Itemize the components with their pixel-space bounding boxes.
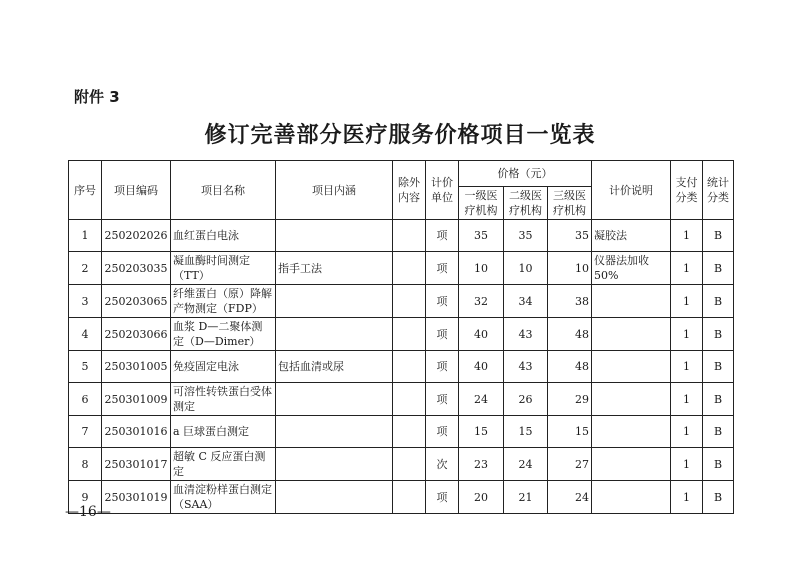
cell-stat: B <box>703 383 734 416</box>
cell-note: 仪器法加收50% <box>592 252 671 285</box>
cell-excluded <box>393 416 426 448</box>
cell-price-level1: 40 <box>459 318 504 351</box>
cell-excluded <box>393 351 426 383</box>
header-seq: 序号 <box>69 161 102 220</box>
cell-price-level3: 10 <box>548 252 592 285</box>
price-table <box>68 160 734 514</box>
cell-note <box>592 383 671 416</box>
header-code: 项目编码 <box>102 161 171 220</box>
header-level2: 二级医疗机构 <box>504 187 548 220</box>
cell-note: 凝胶法 <box>592 220 671 252</box>
cell-price-level1: 40 <box>459 351 504 383</box>
cell-code: 250301005 <box>102 351 171 383</box>
table-row <box>69 285 734 318</box>
cell-unit: 项 <box>426 285 459 318</box>
cell-payment: 1 <box>671 416 703 448</box>
cell-price-level2: 24 <box>504 448 548 481</box>
cell-stat: B <box>703 351 734 383</box>
cell-price-level2: 43 <box>504 351 548 383</box>
cell-content <box>276 448 393 481</box>
cell-unit: 次 <box>426 448 459 481</box>
cell-seq: 9 <box>69 481 102 514</box>
cell-seq: 4 <box>69 318 102 351</box>
cell-unit: 项 <box>426 318 459 351</box>
cell-stat: B <box>703 220 734 252</box>
cell-stat: B <box>703 448 734 481</box>
cell-payment: 1 <box>671 481 703 514</box>
cell-excluded <box>393 481 426 514</box>
cell-name: 血浆 D—二聚体测定（D—Dimer） <box>171 318 276 351</box>
cell-name: 免疫固定电泳 <box>171 351 276 383</box>
table-row <box>69 383 734 416</box>
cell-price-level1: 10 <box>459 252 504 285</box>
cell-excluded <box>393 252 426 285</box>
cell-payment: 1 <box>671 318 703 351</box>
cell-name: 凝血酶时间测定（TT） <box>171 252 276 285</box>
cell-price-level1: 15 <box>459 416 504 448</box>
cell-content: 包括血清或尿 <box>276 351 393 383</box>
cell-excluded <box>393 383 426 416</box>
cell-content <box>276 318 393 351</box>
header-stat: 统计分类 <box>703 161 734 220</box>
cell-name: 血清淀粉样蛋白测定（SAA） <box>171 481 276 514</box>
cell-note <box>592 416 671 448</box>
cell-price-level1: 32 <box>459 285 504 318</box>
table-row <box>69 252 734 285</box>
cell-price-level2: 35 <box>504 220 548 252</box>
header-payment: 支付分类 <box>671 161 703 220</box>
cell-price-level2: 15 <box>504 416 548 448</box>
cell-seq: 5 <box>69 351 102 383</box>
cell-note <box>592 351 671 383</box>
header-content: 项目内涵 <box>276 161 393 220</box>
cell-code: 250301017 <box>102 448 171 481</box>
cell-content <box>276 285 393 318</box>
header-unit: 计价单位 <box>426 161 459 220</box>
table-row <box>69 448 734 481</box>
cell-stat: B <box>703 416 734 448</box>
cell-note <box>592 285 671 318</box>
cell-name: 纤维蛋白（原）降解产物测定（FDP） <box>171 285 276 318</box>
cell-content <box>276 481 393 514</box>
cell-code: 250202026 <box>102 220 171 252</box>
cell-seq: 6 <box>69 383 102 416</box>
cell-payment: 1 <box>671 220 703 252</box>
cell-name: 超敏 C 反应蛋白测定 <box>171 448 276 481</box>
cell-excluded <box>393 448 426 481</box>
cell-price-level2: 21 <box>504 481 548 514</box>
cell-unit: 项 <box>426 351 459 383</box>
cell-code: 250301019 <box>102 481 171 514</box>
cell-price-level3: 38 <box>548 285 592 318</box>
cell-price-level3: 24 <box>548 481 592 514</box>
cell-content <box>276 220 393 252</box>
cell-stat: B <box>703 481 734 514</box>
cell-excluded <box>393 220 426 252</box>
page-number: —16— <box>65 504 111 520</box>
cell-note <box>592 318 671 351</box>
cell-content <box>276 383 393 416</box>
cell-payment: 1 <box>671 383 703 416</box>
cell-stat: B <box>703 285 734 318</box>
cell-price-level1: 20 <box>459 481 504 514</box>
cell-price-level3: 15 <box>548 416 592 448</box>
cell-seq: 7 <box>69 416 102 448</box>
cell-unit: 项 <box>426 416 459 448</box>
cell-price-level3: 27 <box>548 448 592 481</box>
table-row <box>69 351 734 383</box>
cell-name: 血红蛋白电泳 <box>171 220 276 252</box>
attachment-label: 附件 3 <box>74 88 120 106</box>
cell-price-level2: 26 <box>504 383 548 416</box>
cell-content <box>276 416 393 448</box>
cell-seq: 1 <box>69 220 102 252</box>
cell-code: 250203035 <box>102 252 171 285</box>
cell-name: 可溶性转铁蛋白受体测定 <box>171 383 276 416</box>
cell-code: 250203065 <box>102 285 171 318</box>
cell-unit: 项 <box>426 252 459 285</box>
cell-price-level2: 43 <box>504 318 548 351</box>
cell-price-level1: 24 <box>459 383 504 416</box>
cell-seq: 3 <box>69 285 102 318</box>
cell-stat: B <box>703 318 734 351</box>
cell-note <box>592 481 671 514</box>
cell-price-level2: 34 <box>504 285 548 318</box>
cell-price-level1: 35 <box>459 220 504 252</box>
table-row <box>69 220 734 252</box>
cell-price-level2: 10 <box>504 252 548 285</box>
header-excluded: 除外内容 <box>393 161 426 220</box>
cell-payment: 1 <box>671 351 703 383</box>
cell-content: 指手工法 <box>276 252 393 285</box>
cell-price-level3: 35 <box>548 220 592 252</box>
cell-seq: 2 <box>69 252 102 285</box>
table-row <box>69 416 734 448</box>
cell-stat: B <box>703 252 734 285</box>
header-name: 项目名称 <box>171 161 276 220</box>
cell-unit: 项 <box>426 383 459 416</box>
page-title: 修订完善部分医疗服务价格项目一览表 <box>204 122 596 148</box>
cell-payment: 1 <box>671 448 703 481</box>
header-level3: 三级医疗机构 <box>548 187 592 220</box>
cell-unit: 项 <box>426 220 459 252</box>
cell-code: 250203066 <box>102 318 171 351</box>
cell-unit: 项 <box>426 481 459 514</box>
cell-name: a 巨球蛋白测定 <box>171 416 276 448</box>
cell-payment: 1 <box>671 285 703 318</box>
table-row <box>69 481 734 514</box>
header-note: 计价说明 <box>592 161 671 220</box>
cell-price-level1: 23 <box>459 448 504 481</box>
header-level1: 一级医疗机构 <box>459 187 504 220</box>
table-row <box>69 318 734 351</box>
cell-seq: 8 <box>69 448 102 481</box>
cell-excluded <box>393 285 426 318</box>
cell-code: 250301016 <box>102 416 171 448</box>
cell-payment: 1 <box>671 252 703 285</box>
cell-price-level3: 48 <box>548 318 592 351</box>
cell-excluded <box>393 318 426 351</box>
cell-note <box>592 448 671 481</box>
cell-code: 250301009 <box>102 383 171 416</box>
cell-price-level3: 48 <box>548 351 592 383</box>
header-price-group: 价格（元） <box>459 161 592 187</box>
cell-price-level3: 29 <box>548 383 592 416</box>
